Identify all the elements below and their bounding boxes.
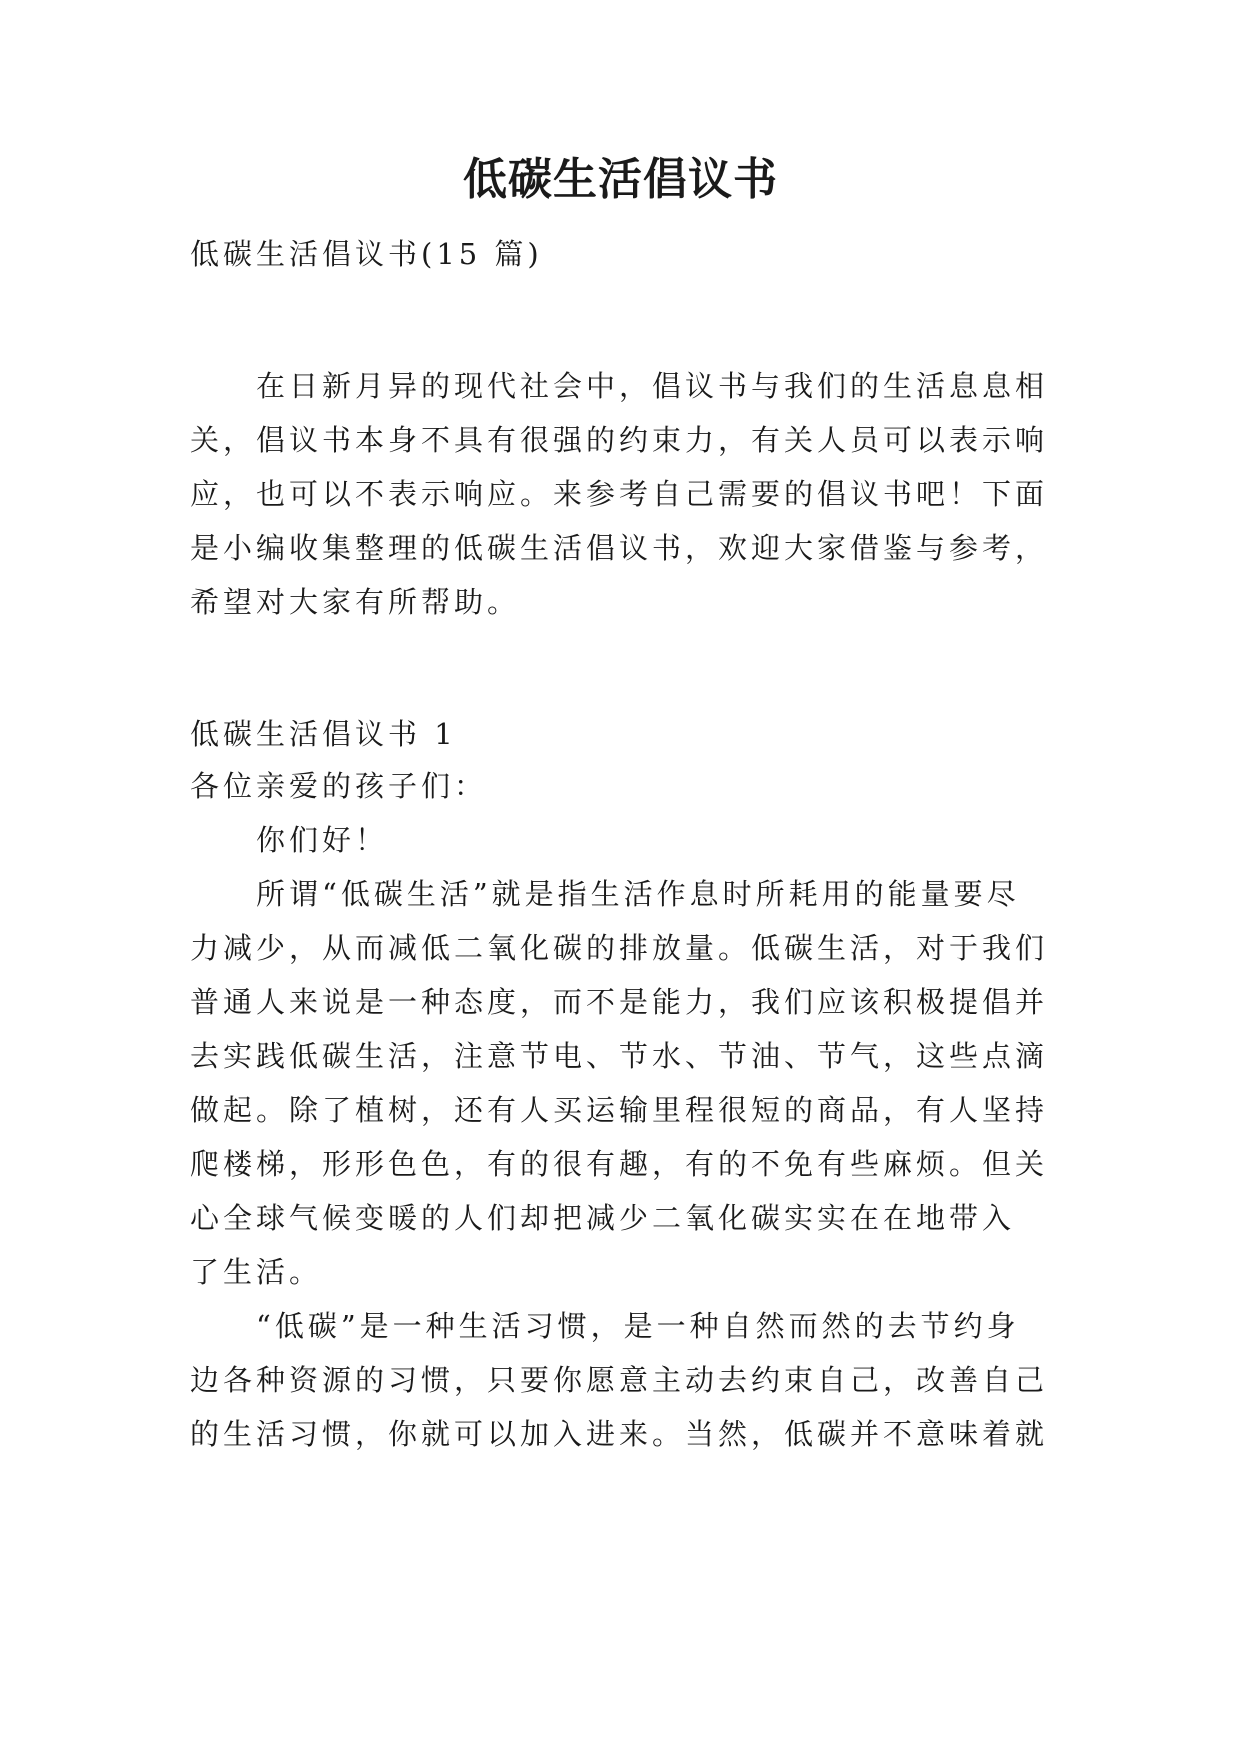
intro-line: 希望对大家有所帮助。 bbox=[190, 585, 521, 619]
document-title: 低碳生活倡议书 bbox=[463, 154, 778, 205]
paragraph-line: 爬楼梯，形形色色，有的很有趣，有的不免有些麻烦。但关 bbox=[190, 1147, 1049, 1181]
paragraph-line: 所谓“低碳生活”就是指生活作息时所耗用的能量要尽 bbox=[256, 877, 1020, 911]
paragraph-line: 做起。除了植树，还有人买运输里程很短的商品，有人坚持 bbox=[190, 1093, 1049, 1127]
paragraph-line: 普通人来说是一种态度，而不是能力，我们应该积极提倡并 bbox=[190, 985, 1049, 1019]
intro-line: 是小编收集整理的低碳生活倡议书，欢迎大家借鉴与参考， bbox=[190, 531, 1049, 565]
paragraph-line: 的生活习惯，你就可以加入进来。当然，低碳并不意味着就 bbox=[190, 1417, 1049, 1451]
intro-line: 应，也可以不表示响应。来参考自己需要的倡议书吧！下面 bbox=[190, 477, 1049, 511]
paragraph-line: “低碳”是一种生活习惯，是一种自然而然的去节约身 bbox=[256, 1309, 1020, 1343]
greeting: 你们好！ bbox=[256, 823, 389, 857]
salutation: 各位亲爱的孩子们： bbox=[190, 769, 488, 803]
section-heading: 低碳生活倡议书 1 bbox=[190, 717, 457, 751]
document-subtitle: 低碳生活倡议书(15 篇) bbox=[190, 237, 543, 271]
intro-line: 关，倡议书本身不具有很强的约束力，有关人员可以表示响 bbox=[190, 423, 1049, 457]
paragraph-line: 了生活。 bbox=[190, 1255, 323, 1289]
paragraph-line: 力减少，从而减低二氧化碳的排放量。低碳生活，对于我们 bbox=[190, 931, 1049, 965]
intro-line: 在日新月异的现代社会中，倡议书与我们的生活息息相 bbox=[256, 369, 1049, 403]
paragraph-line: 心全球气候变暖的人们却把减少二氧化碳实实在在地带入 bbox=[190, 1201, 1016, 1235]
paragraph-line: 去实践低碳生活，注意节电、节水、节油、节气，这些点滴 bbox=[190, 1039, 1049, 1073]
paragraph-line: 边各种资源的习惯，只要你愿意主动去约束自己，改善自己 bbox=[190, 1363, 1049, 1397]
